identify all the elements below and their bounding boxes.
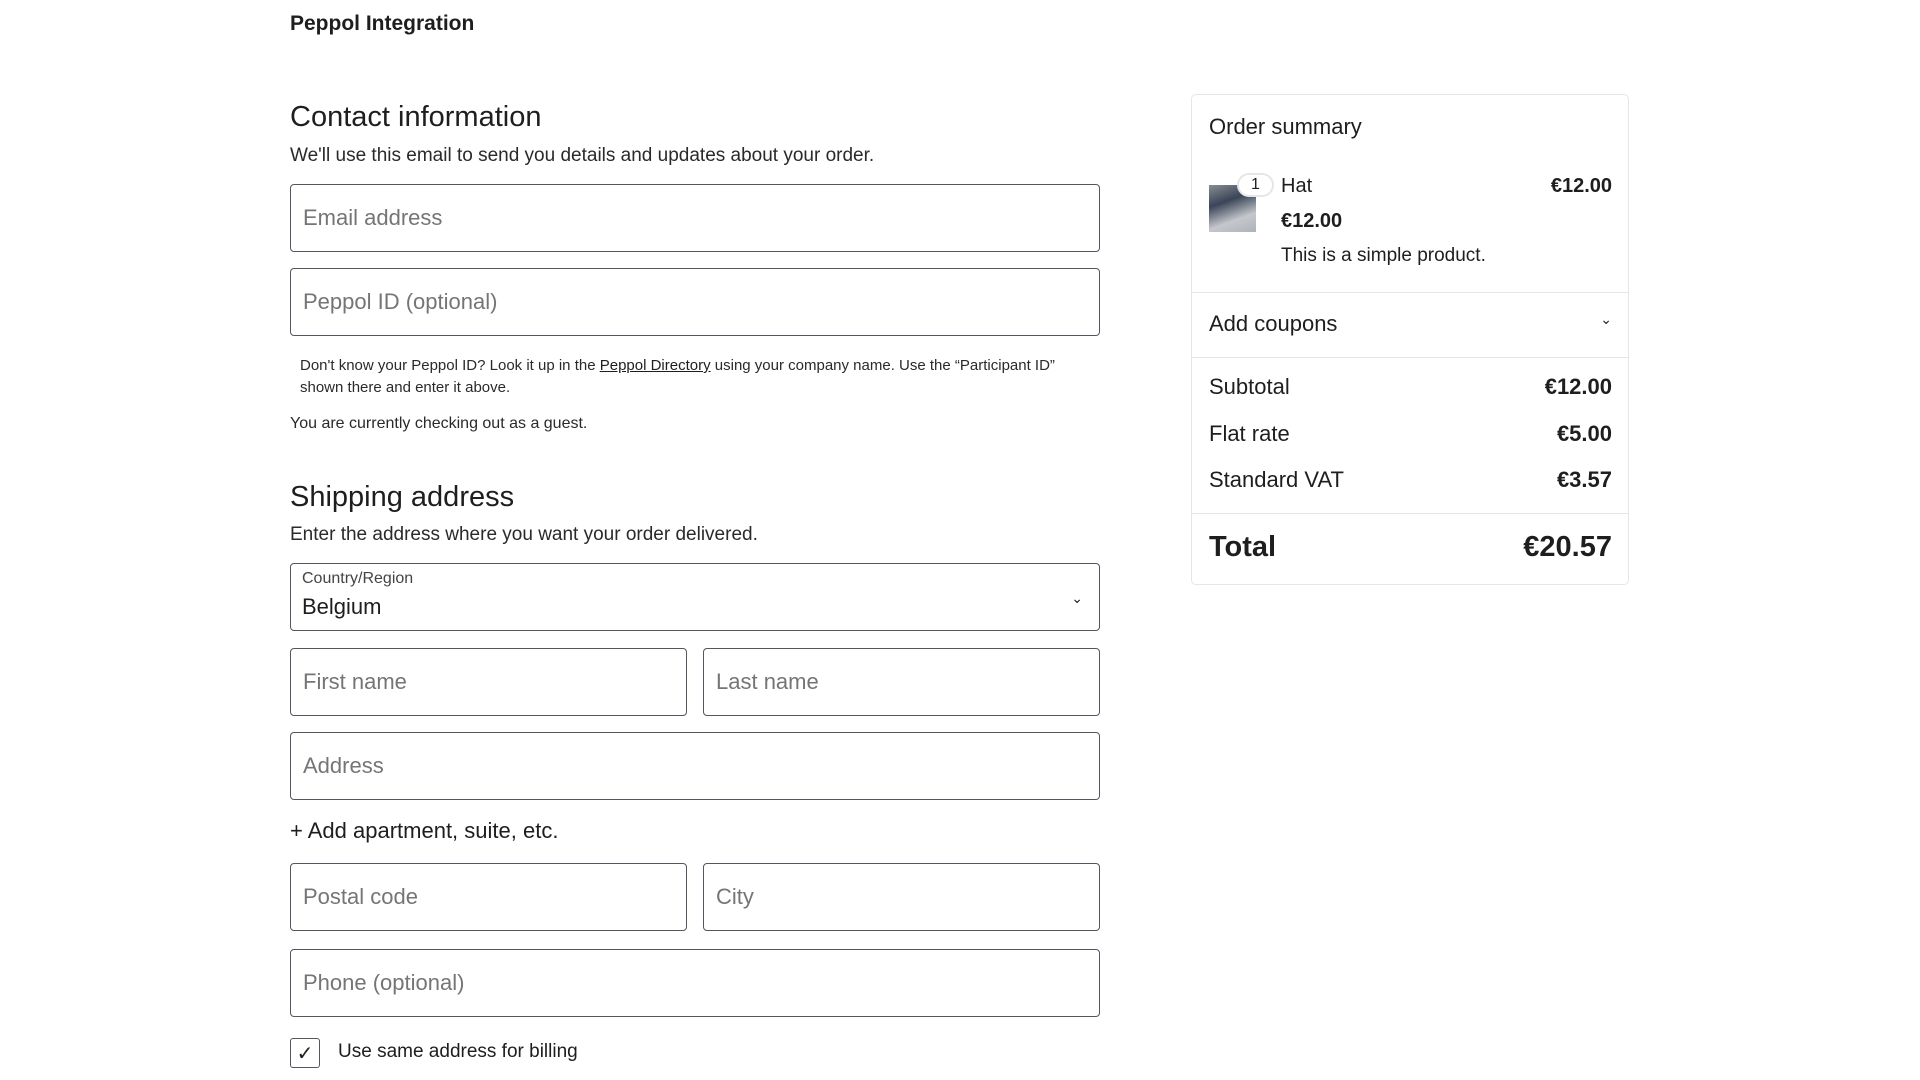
add-coupons-toggle[interactable]	[1209, 311, 1612, 337]
contact-description: We'll use this email to send you details and updates about your order.	[290, 145, 875, 166]
help-text-end: using your company name. Use the “Participant ID” shown there and enter it above.	[300, 357, 1055, 396]
country-label: Country/Region	[302, 570, 414, 587]
address-placeholder: Address	[303, 753, 384, 778]
shipping-heading: Shipping address	[290, 481, 515, 513]
subtotal-row	[1209, 374, 1612, 400]
first-name-placeholder: First name	[303, 669, 407, 694]
phone-placeholder: Phone (optional)	[303, 970, 465, 995]
city-input[interactable]	[703, 863, 1100, 931]
city-placeholder: City	[716, 884, 754, 909]
shipping-description: Enter the address where you want your order delivered.	[290, 524, 758, 545]
add-apartment-link[interactable]: + Add apartment, suite, etc.	[290, 818, 559, 843]
shipping-label: Flat rate	[1209, 421, 1290, 446]
divider	[1192, 357, 1628, 358]
product-name: Hat	[1281, 175, 1313, 197]
chevron-down-icon: ⌄	[1071, 590, 1083, 606]
email-placeholder: Email address	[303, 205, 443, 230]
add-coupons-label: Add coupons	[1209, 311, 1338, 336]
peppol-directory-link[interactable]: Peppol Directory	[599, 357, 711, 374]
guest-note: You are currently checking out as a guest.	[290, 415, 588, 432]
postal-code-input[interactable]	[290, 863, 687, 931]
divider	[1192, 292, 1628, 293]
help-text-start: Don't know your Peppol ID? Look it up in the	[300, 357, 600, 374]
country-select[interactable]	[290, 563, 1100, 631]
divider	[1192, 513, 1628, 514]
site-title[interactable]: Peppol Integration	[290, 12, 475, 35]
product-price: €12.00	[1281, 210, 1343, 232]
tax-label: Standard VAT	[1209, 467, 1344, 492]
order-summary-card	[1191, 94, 1629, 585]
last-name-placeholder: Last name	[716, 669, 819, 694]
subtotal-label: Subtotal	[1209, 374, 1290, 399]
peppol-id-input[interactable]	[290, 268, 1100, 336]
total-value: €20.57	[1523, 531, 1612, 563]
contact-heading: Contact information	[290, 101, 542, 133]
shipping-row	[1209, 421, 1612, 447]
phone-input[interactable]	[290, 949, 1100, 1017]
chevron-down-icon: ⌄	[1600, 311, 1612, 327]
same-billing-label[interactable]: Use same address for billing	[338, 1041, 578, 1062]
order-summary-heading: Order summary	[1209, 114, 1362, 139]
quantity-badge: 1	[1237, 173, 1274, 197]
total-row	[1209, 531, 1612, 564]
first-name-input[interactable]	[290, 648, 687, 716]
subtotal-value: €12.00	[1544, 374, 1612, 399]
total-label: Total	[1209, 531, 1277, 563]
shipping-value: €5.00	[1556, 421, 1612, 446]
checkmark-icon: ✓	[296, 1042, 314, 1065]
last-name-input[interactable]	[703, 648, 1100, 716]
tax-value: €3.57	[1556, 467, 1612, 492]
same-billing-checkbox[interactable]	[290, 1038, 320, 1068]
peppol-id-placeholder: Peppol ID (optional)	[303, 289, 498, 314]
country-value: Belgium	[302, 594, 382, 619]
product-line-total: €12.00	[1550, 175, 1612, 197]
tax-row	[1209, 467, 1612, 493]
postal-code-placeholder: Postal code	[303, 884, 418, 909]
address-input[interactable]	[290, 732, 1100, 800]
peppol-help-text	[300, 355, 1100, 399]
product-description: This is a simple product.	[1281, 245, 1486, 266]
email-input[interactable]	[290, 184, 1100, 252]
